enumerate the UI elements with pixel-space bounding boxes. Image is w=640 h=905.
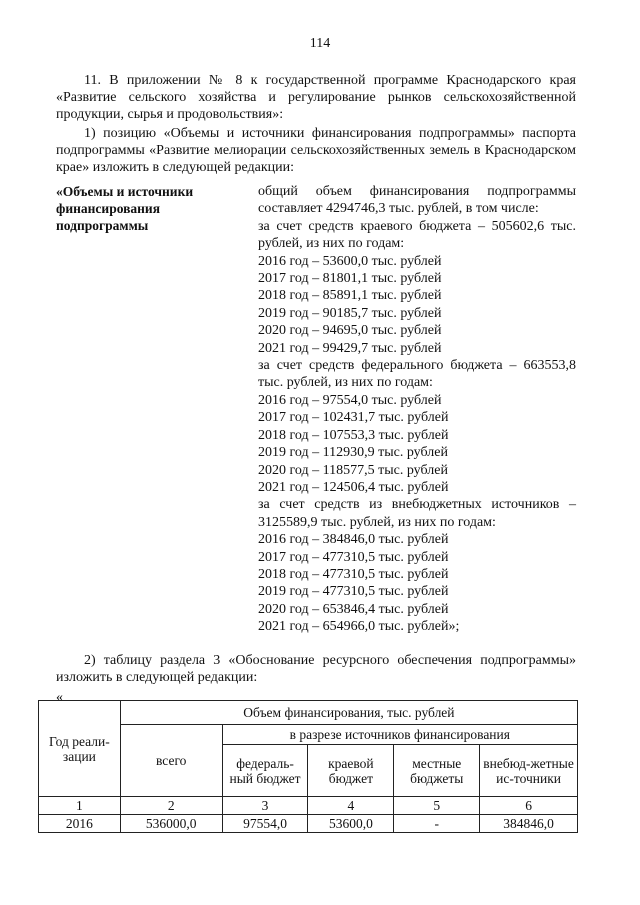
column-number-row [39,797,578,815]
extrabudgetary-year-line: 2016 год – 384846,0 тыс. рублей [258,532,449,548]
header-regional: краевой бюджет [308,745,394,797]
financing-table [38,700,578,833]
table-cell: 97554,0 [222,815,308,833]
column-number: 2 [120,797,222,815]
table-cell: 2016 [39,815,121,833]
header-volume: Объем финансирования, тыс. рублей [120,701,577,725]
regional-year-line: 2016 год – 53600,0 тыс. рублей [258,253,442,269]
header-by-source: в разрезе источников финансирования [222,725,577,745]
header-extrabudgetary: внебюд-жетные ис-точники [480,745,578,797]
column-number: 3 [222,797,308,815]
extrabudgetary-year-line: 2019 год – 477310,5 тыс. рублей [258,584,449,600]
extrabudgetary-intro: за счет средств из внебюджетных источников – 3125589,9 тыс. рублей, из них по годам: [258,497,576,530]
table-cell: 53600,0 [308,815,394,833]
table-row [39,815,578,833]
passport-total: общий объем финансирования подпрограммы составляет 4294746,3 тыс. рублей, в том числе: [258,184,576,217]
regional-year-line: 2021 год – 99429,7 тыс. рублей [258,340,442,356]
federal-year-line: 2017 год – 102431,7 тыс. рублей [258,410,449,426]
federal-budget-intro: за счет средств федерального бюджета – 663553,8 тыс. рублей, из них по годам: [258,358,576,391]
item2-paragraph: 2) таблицу раздела 3 «Обоснование ресурсного обеспечения подпрограммы» изложить в следующей редакции: [56,653,576,685]
column-number: 5 [394,797,480,815]
page-number: 114 [309,36,331,51]
column-number: 6 [480,797,578,815]
column-number: 4 [308,797,394,815]
extrabudgetary-year-line: 2021 год – 654966,0 тыс. рублей»; [258,619,460,635]
header-federal: федераль-ный бюджет [222,745,308,797]
extrabudgetary-year-line: 2017 год – 477310,5 тыс. рублей [258,549,449,565]
regional-budget-intro: за счет средств краевого бюджета – 505602,6 тыс. рублей, из них по годам: [258,218,576,252]
federal-year-line: 2020 год – 118577,5 тыс. рублей [258,462,448,478]
federal-year-line: 2016 год – 97554,0 тыс. рублей [258,392,442,408]
opening-quote: « [56,690,63,705]
regional-year-line: 2017 год – 81801,1 тыс. рублей [258,271,442,287]
extrabudgetary-year-line: 2018 год – 477310,5 тыс. рублей [258,566,449,582]
passport-label: «Объемы и источники финансирования подпрограммы [56,184,194,233]
federal-year-line: 2018 год – 107553,3 тыс. рублей [258,427,449,443]
header-year: Год реали-зации [39,701,121,797]
item1-paragraph: 1) позицию «Объемы и источники финансирования подпрограммы» паспорта подпрограммы «Развитие мелиорации сельскохозяйственных земель в Краснодарском крае» изложить в следующей редакции: [56,126,576,175]
table-cell: - [394,815,480,833]
regional-year-line: 2019 год – 90185,7 тыс. рублей [258,305,442,321]
federal-year-line: 2019 год – 112930,9 тыс. рублей [258,445,448,461]
regional-year-line: 2020 год – 94695,0 тыс. рублей [258,323,442,339]
regional-year-line: 2018 год – 85891,1 тыс. рублей [258,288,442,304]
extrabudgetary-year-line: 2020 год – 653846,4 тыс. рублей [258,601,449,617]
table-cell: 384846,0 [480,815,578,833]
column-number: 1 [39,797,121,815]
federal-year-line: 2021 год – 124506,4 тыс. рублей [258,479,449,495]
header-local: местные бюджеты [394,745,480,797]
header-total: всего [120,725,222,797]
intro-paragraph: 11. В приложении № 8 к государственной программе Краснодарского края «Развитие сельского хозяйства и регулирование рынков сельскохозяйственной продукции, сырья и продовольствия»: [56,73,576,122]
table-cell: 536000,0 [120,815,222,833]
passport-financing-text [258,183,576,636]
